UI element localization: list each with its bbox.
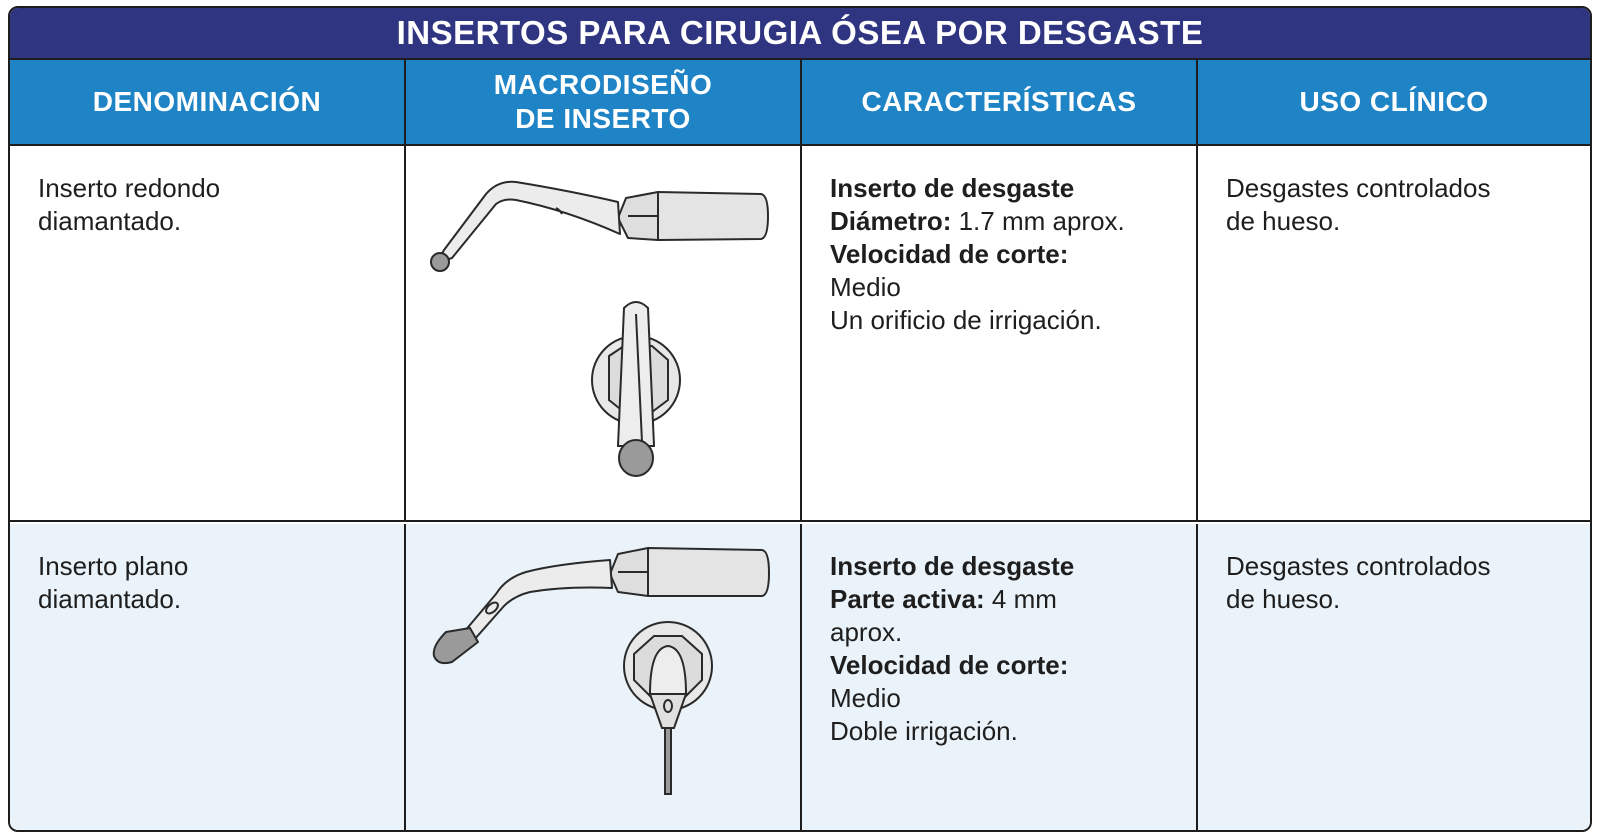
spec-value-line2: aprox. bbox=[830, 617, 903, 647]
insert-type: Inserto de desgaste bbox=[830, 551, 1075, 581]
spec-value: 4 mm bbox=[984, 584, 1057, 614]
speed-value: Medio bbox=[830, 683, 901, 713]
uso-clinico-cell bbox=[1198, 146, 1590, 520]
uso-line2: de hueso. bbox=[1226, 206, 1341, 236]
spec-line bbox=[830, 583, 1170, 616]
denominacion-cell bbox=[10, 524, 406, 830]
speed-value: Medio bbox=[830, 272, 901, 302]
denominacion-line1: Inserto plano bbox=[38, 551, 189, 581]
insert-table bbox=[8, 6, 1592, 832]
header-macrodiseno-line2: DE INSERTO bbox=[515, 103, 691, 134]
macrodiseno-cell bbox=[406, 146, 802, 520]
header-macrodiseno-line1: MACRODISEÑO bbox=[493, 69, 713, 100]
header-macrodiseno bbox=[406, 60, 802, 144]
table-title: INSERTOS PARA CIRUGIA ÓSEA POR DESGASTE bbox=[10, 8, 1590, 60]
flat-diamond-insert-icon bbox=[406, 524, 802, 830]
header-uso-clinico: USO CLÍNICO bbox=[1299, 86, 1489, 117]
uso-clinico-cell bbox=[1198, 524, 1590, 830]
spec-label: Parte activa: bbox=[830, 584, 985, 614]
speed-label: Velocidad de corte: bbox=[830, 650, 1069, 680]
denominacion-cell bbox=[10, 146, 406, 520]
header-denominacion: DENOMINACIÓN bbox=[10, 60, 406, 144]
spec-line bbox=[830, 205, 1170, 238]
table-row bbox=[10, 524, 1590, 830]
round-diamond-insert-icon bbox=[406, 146, 802, 522]
spec-value: 1.7 mm aprox. bbox=[951, 206, 1125, 236]
irrigation-text: Doble irrigación. bbox=[830, 716, 1018, 746]
insert-type: Inserto de desgaste bbox=[830, 173, 1075, 203]
irrigation-text: Un orificio de irrigación. bbox=[830, 305, 1102, 335]
uso-line1: Desgastes controlados bbox=[1226, 173, 1491, 203]
caracteristicas-cell bbox=[802, 524, 1198, 830]
header-caracteristicas: CARACTERÍSTICAS bbox=[802, 60, 1198, 144]
table-row bbox=[10, 146, 1590, 522]
speed-label: Velocidad de corte: bbox=[830, 239, 1069, 269]
denominacion-line1: Inserto redondo bbox=[38, 173, 221, 203]
spec-label: Diámetro: bbox=[830, 206, 952, 236]
caracteristicas-cell bbox=[802, 146, 1198, 520]
denominacion-line2: diamantado. bbox=[38, 206, 182, 236]
uso-line2: de hueso. bbox=[1226, 584, 1341, 614]
uso-line1: Desgastes controlados bbox=[1226, 551, 1491, 581]
header-row bbox=[10, 60, 1590, 146]
macrodiseno-cell bbox=[406, 524, 802, 830]
denominacion-line2: diamantado. bbox=[38, 584, 182, 614]
